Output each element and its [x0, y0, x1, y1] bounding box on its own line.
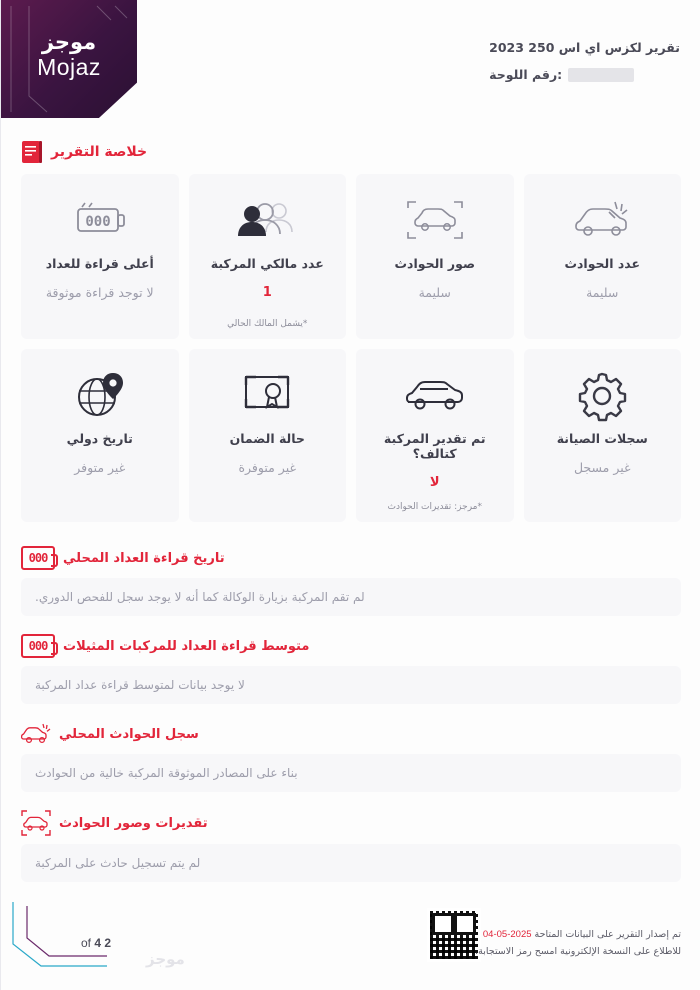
summary-card-label: حالة الضمان	[229, 431, 305, 446]
brand-logo	[1, 0, 143, 130]
plate-row	[489, 67, 680, 82]
report-footer	[1, 880, 700, 990]
section-local-accident-record	[21, 722, 681, 792]
logo-text-en: Mojaz	[37, 54, 101, 81]
section-title: سجل الحوادث المحلي	[59, 726, 199, 742]
section-body: لم تقم المركبة بزيارة الوكالة كما أنه لا يوجد سجل للفحص الدوري.	[21, 578, 681, 616]
summary-card-value: لا توجد قراءة موثوقة	[45, 285, 154, 300]
car-crash-icon	[571, 192, 633, 250]
summary-grid	[21, 174, 681, 522]
summary-card-label: عدد الحوادث	[564, 256, 641, 271]
summary-card-international-history	[21, 349, 179, 522]
car-photo-frame-icon	[404, 192, 466, 250]
summary-card-total-loss	[356, 349, 514, 522]
plate-value-redacted	[568, 68, 634, 82]
summary-card-label: صور الحوادث	[394, 256, 476, 271]
section-title: تاريخ قراءة العداد المحلي	[63, 550, 225, 566]
odometer-icon: 000	[21, 634, 55, 658]
footer-line1: تم إصدار التقرير على البيانات المتاحة	[534, 928, 681, 940]
gear-icon	[576, 367, 628, 425]
page-total: 4	[94, 936, 102, 950]
summary-card-highest-odometer	[21, 174, 179, 339]
section-header	[21, 810, 681, 836]
globe-pin-icon	[73, 367, 127, 425]
section-accident-estimates-photos	[21, 810, 681, 882]
summary-card-label: سجلات الصيانة	[556, 431, 648, 446]
owners-icon	[235, 192, 299, 250]
summary-card-accident-photos	[356, 174, 514, 339]
logo-text-ar: موجز	[41, 30, 97, 54]
summary-card-note: *يشمل المالك الحالي	[227, 319, 308, 329]
car-photo-frame-icon	[21, 810, 51, 836]
section-header	[21, 546, 681, 570]
section-header	[21, 634, 681, 658]
section-title: متوسط قراءة العداد للمركبات المثيلات	[63, 638, 310, 654]
summary-card-owners	[189, 174, 347, 339]
summary-card-value: 1	[262, 285, 272, 300]
section-title: تقديرات وصور الحوادث	[59, 815, 208, 831]
section-local-odometer-history	[21, 546, 681, 616]
summary-card-label: تم تقدير المركبة كتالف؟	[383, 431, 486, 461]
section-header	[21, 722, 681, 746]
plate-label: :رقم اللوحة	[489, 67, 563, 82]
footer-line2: للاطلاع على النسخة الإلكترونية امسح رمز الاستجابة.	[475, 945, 681, 957]
report-title: تقرير لكزس اي اس 250 2023	[489, 40, 680, 55]
summary-card-accidents-count	[524, 174, 682, 339]
summary-section-title: خلاصة التقرير	[51, 144, 148, 160]
odometer-icon: 000	[21, 546, 55, 570]
report-doc-icon	[21, 140, 43, 164]
summary-card-label: عدد مالكي المركبة	[210, 256, 324, 271]
footer-decoration-icon	[11, 898, 141, 968]
summary-card-value: سليمة	[418, 285, 451, 300]
watermark: موجز	[146, 950, 185, 968]
page-number	[81, 936, 111, 950]
summary-card-value: غير مسجل	[573, 460, 631, 475]
car-crash-icon	[21, 722, 51, 746]
qr-code[interactable]	[427, 908, 481, 962]
odometer-icon	[68, 192, 132, 250]
section-average-odometer	[21, 634, 681, 704]
footer-date: 2025-05-04	[482, 928, 532, 940]
section-body: بناء على المصادر الموثوقة المركبة خالية من الحوادث	[21, 754, 681, 792]
summary-card-value: غير متوفرة	[238, 460, 297, 475]
summary-card-label: تاريخ دولي	[66, 431, 133, 446]
footer-text	[475, 926, 681, 960]
car-estimate-icon	[400, 367, 470, 425]
section-body: لا يوجد بيانات لمتوسط قراءة عداد المركبة	[21, 666, 681, 704]
report-header	[489, 40, 680, 82]
svg-text:000: 000	[85, 214, 111, 230]
summary-card-note: *مرجز: تقديرات الحوادث	[387, 502, 482, 512]
summary-card-value: غير متوفر	[74, 460, 126, 475]
summary-card-maintenance	[524, 349, 682, 522]
summary-card-label: أعلى قراءة للعداد	[45, 256, 154, 271]
summary-card-warranty	[189, 349, 347, 522]
summary-card-value: لا	[429, 475, 440, 490]
page-of: of	[81, 936, 92, 950]
warranty-icon	[240, 367, 294, 425]
page-current: 2	[104, 936, 112, 950]
logo-text	[1, 30, 137, 81]
section-body: لم يتم تسجيل حادث على المركبة	[21, 844, 681, 882]
summary-section-header	[21, 140, 681, 164]
summary-card-value: سليمة	[586, 285, 619, 300]
